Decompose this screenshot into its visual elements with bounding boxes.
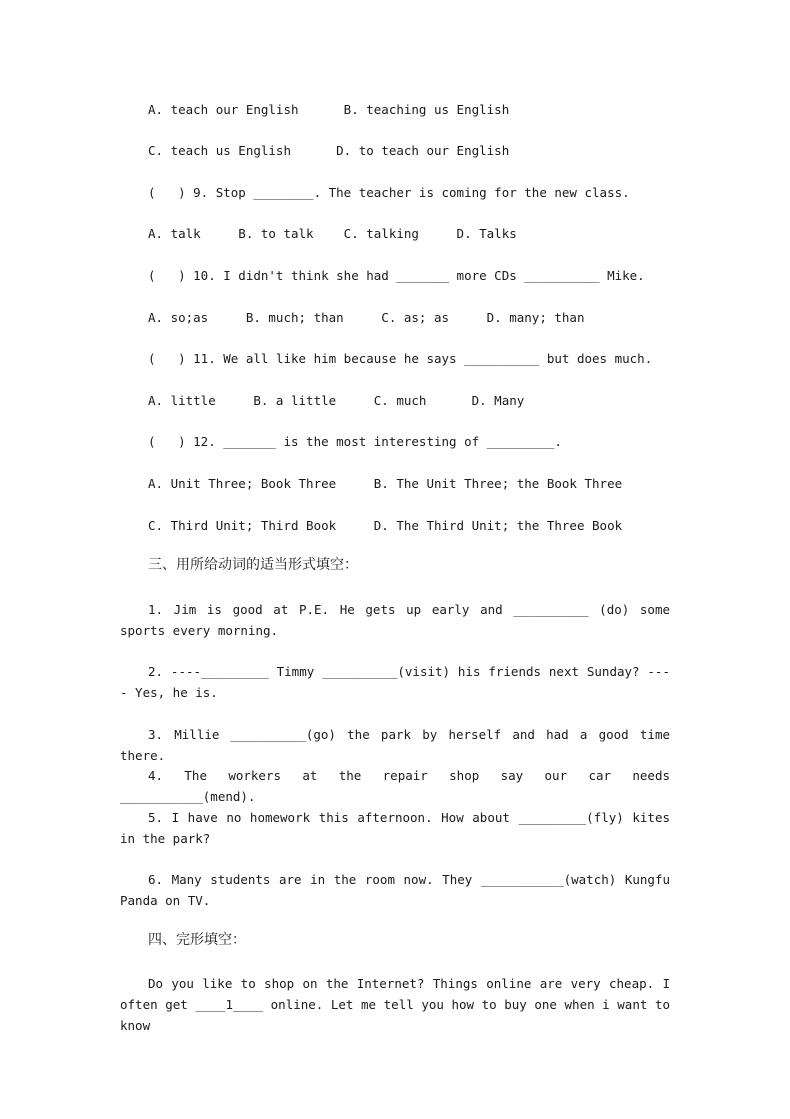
verb-item-4: 4. The workers at the repair shop say our car needs ___________(mend). [120,768,670,804]
verb-item-2: 2. ----_________ Timmy __________(visit) his friends next Sunday? ---- Yes, he is. [120,664,670,700]
question-12: ( ) 12. _______ is the most interesting of _________. [148,434,562,449]
q9-options: A. talk B. to talk C. talking D. Talks [148,226,517,241]
section4-heading: 四、完形填空： [148,932,246,948]
q8-options-cd: C. teach us English D. to teach our English [148,143,510,158]
cloze-passage: Do you like to shop on the Internet? Things online are very cheap. I often get ____1____ online. Let me tell you how to buy one when i want to know [120,976,670,1033]
q8-options-ab: A. teach our English B. teaching us English [148,102,510,117]
q12-options-cd: C. Third Unit; Third Book D. The Third Unit; the Three Book [148,518,623,533]
verb-item-3: 3. Millie __________(go) the park by herself and had a good time there. [120,727,670,763]
question-11: ( ) 11. We all like him because he says __________ but does much. [148,351,653,366]
section3-heading: 三、用所给动词的适当形式填空： [148,557,358,573]
verb-item-6: 6. Many students are in the room now. They ___________(watch) Kungfu Panda on TV. [120,872,670,908]
verb-item-1: 1. Jim is good at P.E. He gets up early and __________ (do) some sports every morning. [120,602,670,638]
question-10: ( ) 10. I didn't think she had _______ more CDs __________ Mike. [148,268,645,283]
question-9: ( ) 9. Stop ________. The teacher is coming for the new class. [148,185,630,200]
verb-item-5: 5. I have no homework this afternoon. How about _________(fly) kites in the park? [120,810,670,846]
q12-options-ab: A. Unit Three; Book Three B. The Unit Three; the Book Three [148,476,623,491]
q10-options: A. so;as B. much; than C. as; as D. many; than [148,310,585,325]
q11-options: A. little B. a little C. much D. Many [148,393,525,408]
